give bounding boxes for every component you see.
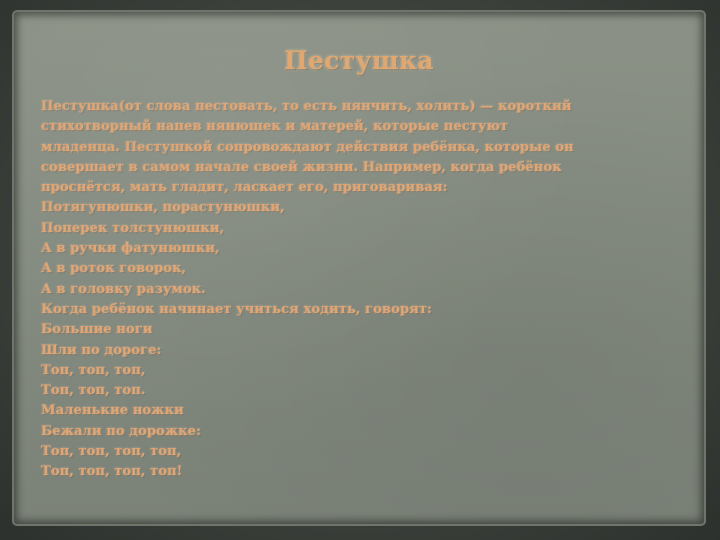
poem-line: А в роток говорок, [41,261,187,277]
poem-line: Бежали по дорожке: [41,423,201,439]
poem-line: Поперек толстунюшки, [41,220,225,236]
poem-line: А в ручки фатунюшки, [41,241,220,257]
text-line: Пестушка(от слова пестовать, то есть нянчить, холить) — короткий [41,99,572,114]
poem-line: Топ, топ, топ, [41,362,146,378]
poem-line: Потягунюшки, порастунюшки, [41,200,285,216]
content-panel [14,12,704,524]
poem-line: Большие ноги [41,322,153,338]
poem-line: А в головку разумок. [41,281,206,297]
text-line: Когда ребёнок начинает учиться ходить, говорят: [41,301,432,317]
poem-line: Маленькие ножки [41,403,184,419]
text-line: стихотворный напев нянюшек и матерей, которые пестуют [41,119,509,135]
text-line: проснётся, мать гладит, ласкает его, приговаривая: [41,180,448,196]
poem-line: Шли по дороге: [41,342,162,358]
poem-line: Топ, топ, топ, топ, [41,444,182,460]
poem-line: Топ, топ, топ. [41,383,146,399]
text-line: младенца. Пестушкой сопровождают действия ребёнка, которые он [41,139,574,155]
poem-line: Топ, топ, топ, топ! [41,464,183,480]
slide-body-text [41,97,681,483]
text-line: совершает в самом начале своей жизни. Например, когда ребёнок [41,159,562,175]
slide-title: Пестушка [284,46,434,75]
